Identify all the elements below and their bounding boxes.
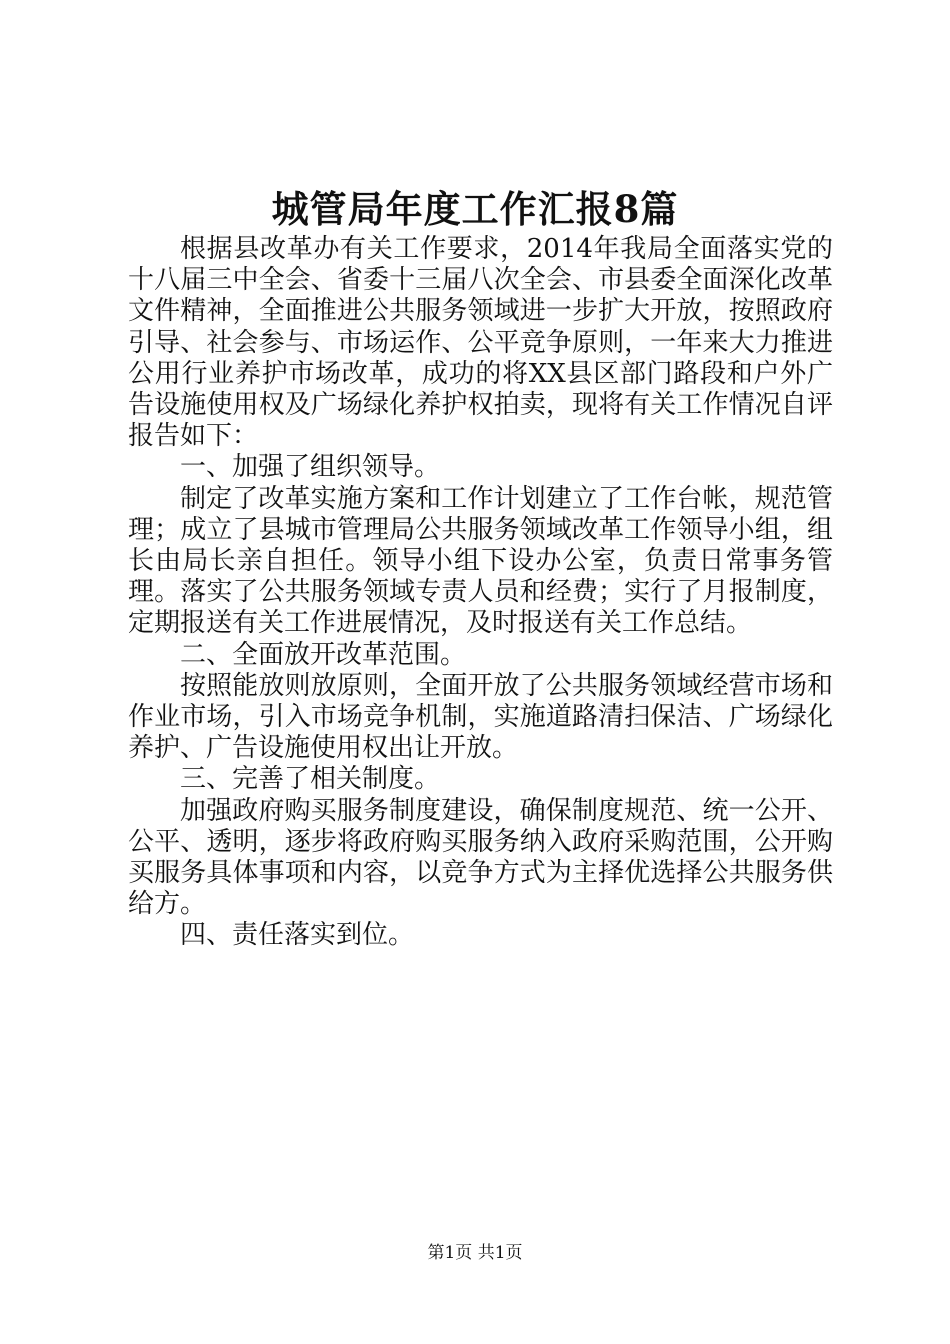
paragraph-section-3: 加强政府购买服务制度建设，确保制度规范、统一公开、公平、透明，逐步将政府购买服务纳入政府采购范围，公开购买服务具体事项和内容，以竞争方式为主择优选择公共服务供给方。	[128, 795, 833, 920]
page-footer: 第1页 共1页	[427, 1243, 523, 1263]
section-heading-3: 三、完善了相关制度。	[180, 764, 441, 795]
section-heading-4: 四、责任落实到位。	[180, 920, 415, 951]
section-heading-2: 二、全面放开改革范围。	[180, 639, 467, 670]
paragraph-intro: 根据县改革办有关工作要求，2014年我局全面落实党的十八届三中全会、省委十三届八次全会、市县委全面深化改革文件精神，全面推进公共服务领域进一步扩大开放，按照政府引导、社会参与、市场运作、公平竞争原则，一年来大力推进公用行业养护市场改革，成功的将XX县区部门路段和户外广告设施使用权及广场绿化养护权拍卖，现将有关工作情况自评报告如下：	[128, 234, 833, 452]
section-heading-1: 一、加强了组织领导。	[180, 452, 441, 483]
paragraph-section-2: 按照能放则放原则，全面开放了公共服务领域经营市场和作业市场，引入市场竞争机制，实施道路清扫保洁、广场绿化养护、广告设施使用权出让开放。	[128, 670, 833, 764]
document-body	[128, 234, 833, 952]
paragraph-section-1: 制定了改革实施方案和工作计划建立了工作台帐，规范管理；成立了县城市管理局公共服务领域改革工作领导小组，组长由局长亲自担任。领导小组下设办公室，负责日常事务管理。落实了公共服务领域专责人员和经费；实行了月报制度，定期报送有关工作进展情况，及时报送有关工作总结。	[128, 483, 833, 639]
document-title: 城管局年度工作汇报8篇	[271, 187, 679, 231]
